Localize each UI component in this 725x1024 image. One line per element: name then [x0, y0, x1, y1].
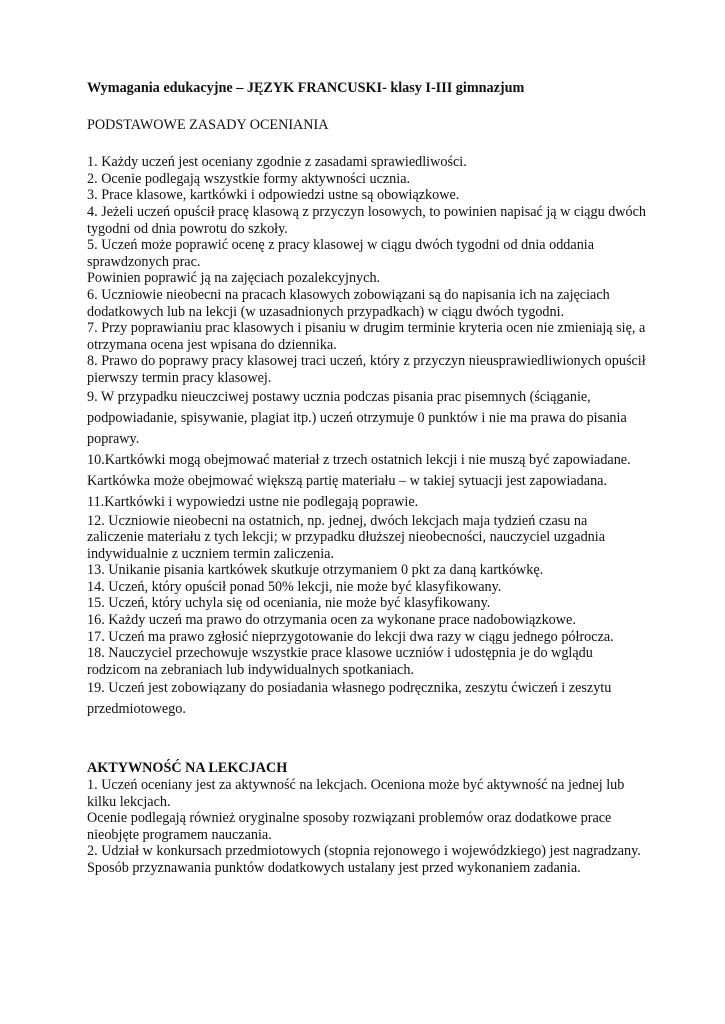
- rule-item: Powinien poprawić ją na zajęciach pozalekcyjnych.: [87, 270, 381, 287]
- rule-item: 3. Prace klasowe, kartkówki i odpowiedzi ustne są obowiązkowe.: [87, 187, 460, 204]
- rule-item: 15. Uczeń, który uchyla się od oceniania, nie może być klasyfikowany.: [87, 595, 491, 612]
- rule-item: 16. Każdy uczeń ma prawo do otrzymania ocen za wykonane prace nadobowiązkowe.: [87, 612, 576, 629]
- rule-item: 2. Ocenie podlegają wszystkie formy aktywności ucznia.: [87, 170, 411, 187]
- rule-item: 10.Kartkówki mogą obejmować materiał z trzech ostatnich lekcji i nie muszą być zapowiadane. Kartkówka może obejmować większą partię materiału – w takiej sytuacji jest zapowiadana.: [87, 451, 631, 489]
- rule-item: 12. Uczniowie nieobecni na ostatnich, np. jednej, dwóch lekcjach maja tydzień czasu na zaliczenie materiału z tych lekcji; w przypadku dłuższej nieobecności, nauczyciel uzgadnia indywidualnie z uczniem termin zaliczenia.: [87, 512, 605, 562]
- activity-paragraph: 2. Udział w konkursach przedmiotowych (stopnia rejonowego i wojewódzkiego) jest nagradzany. Sposób przyznawania punktów dodatkowych ustalany jest przed wykonaniem zadania.: [87, 843, 641, 876]
- rule-item: 13. Unikanie pisania kartkówek skutkuje otrzymaniem 0 pkt za daną kartkówkę.: [87, 562, 544, 579]
- activity-paragraph: Ocenie podlegają również oryginalne sposoby rozwiązani problemów oraz dodatkowe prace nieobjęte programem nauczania.: [87, 810, 612, 843]
- rule-item: 9. W przypadku nieuczciwej postawy ucznia podczas pisania prac pisemnych (ściąganie, podpowiadanie, spisywanie, plagiat itp.) uczeń otrzymuje 0 punktów i nie ma prawa do pisania poprawy.: [87, 388, 627, 447]
- rule-item: 5. Uczeń może poprawić ocenę z pracy klasowej w ciągu dwóch tygodni od dnia oddania sprawdzonych prac.: [87, 237, 595, 270]
- rule-item: 1. Każdy uczeń jest oceniany zgodnie z zasadami sprawiedliwości.: [87, 154, 467, 171]
- rule-item: 6. Uczniowie nieobecni na pracach klasowych zobowiązani są do napisania ich na zajęciach dodatkowych lub na lekcji (w uzasadnionych przypadkach) w ciągu dwóch tygodni.: [87, 286, 610, 320]
- section-heading-grading-rules: PODSTAWOWE ZASADY OCENIANIA: [87, 116, 329, 133]
- document-page: [87, 80, 647, 877]
- document-title: Wymagania edukacyjne – JĘZYK FRANCUSKI- klasy I-III gimnazjum: [87, 80, 525, 96]
- section-heading-activity: AKTYWNOŚĆ NA LEKCJACH: [87, 760, 288, 777]
- grading-rules-list: [87, 154, 647, 720]
- rule-item: 8. Prawo do poprawy pracy klasowej traci uczeń, który z przyczyn nieusprawiedliwionych opuścił pierwszy termin pracy klasowej.: [87, 353, 646, 386]
- rule-item: 18. Nauczyciel przechowuje wszystkie prace klasowe uczniów i udostępnia je do wglądu rodzicom na zebraniach lub indywidualnych spotkaniach.: [87, 645, 593, 678]
- activity-paragraph: 1. Uczeń oceniany jest za aktywność na lekcjach. Oceniona może być aktywność na jednej lub kilku lekcjach.: [87, 777, 625, 810]
- rule-item: 17. Uczeń ma prawo zgłosić nieprzygotowanie do lekcji dwa razy w ciągu jednego półrocza.: [87, 628, 614, 645]
- rule-item: 4. Jeżeli uczeń opuścił pracę klasową z przyczyn losowych, to powinien napisać ją w ciągu dwóch tygodni od dnia powrotu do szkoły.: [87, 203, 647, 237]
- activity-section: [87, 777, 647, 877]
- rule-item: 11.Kartkówki i wypowiedzi ustne nie podlegają poprawie.: [87, 493, 419, 510]
- rule-item: 7. Przy poprawianiu prac klasowych i pisaniu w drugim terminie kryteria ocen nie zmieniają się, a otrzymana ocena jest wpisana do dziennika.: [87, 320, 646, 353]
- rule-item: 19. Uczeń jest zobowiązany do posiadania własnego podręcznika, zeszytu ćwiczeń i zeszytu przedmiotowego.: [87, 680, 612, 718]
- rule-item: 14. Uczeń, który opuścił ponad 50% lekcji, nie może być klasyfikowany.: [87, 578, 502, 595]
